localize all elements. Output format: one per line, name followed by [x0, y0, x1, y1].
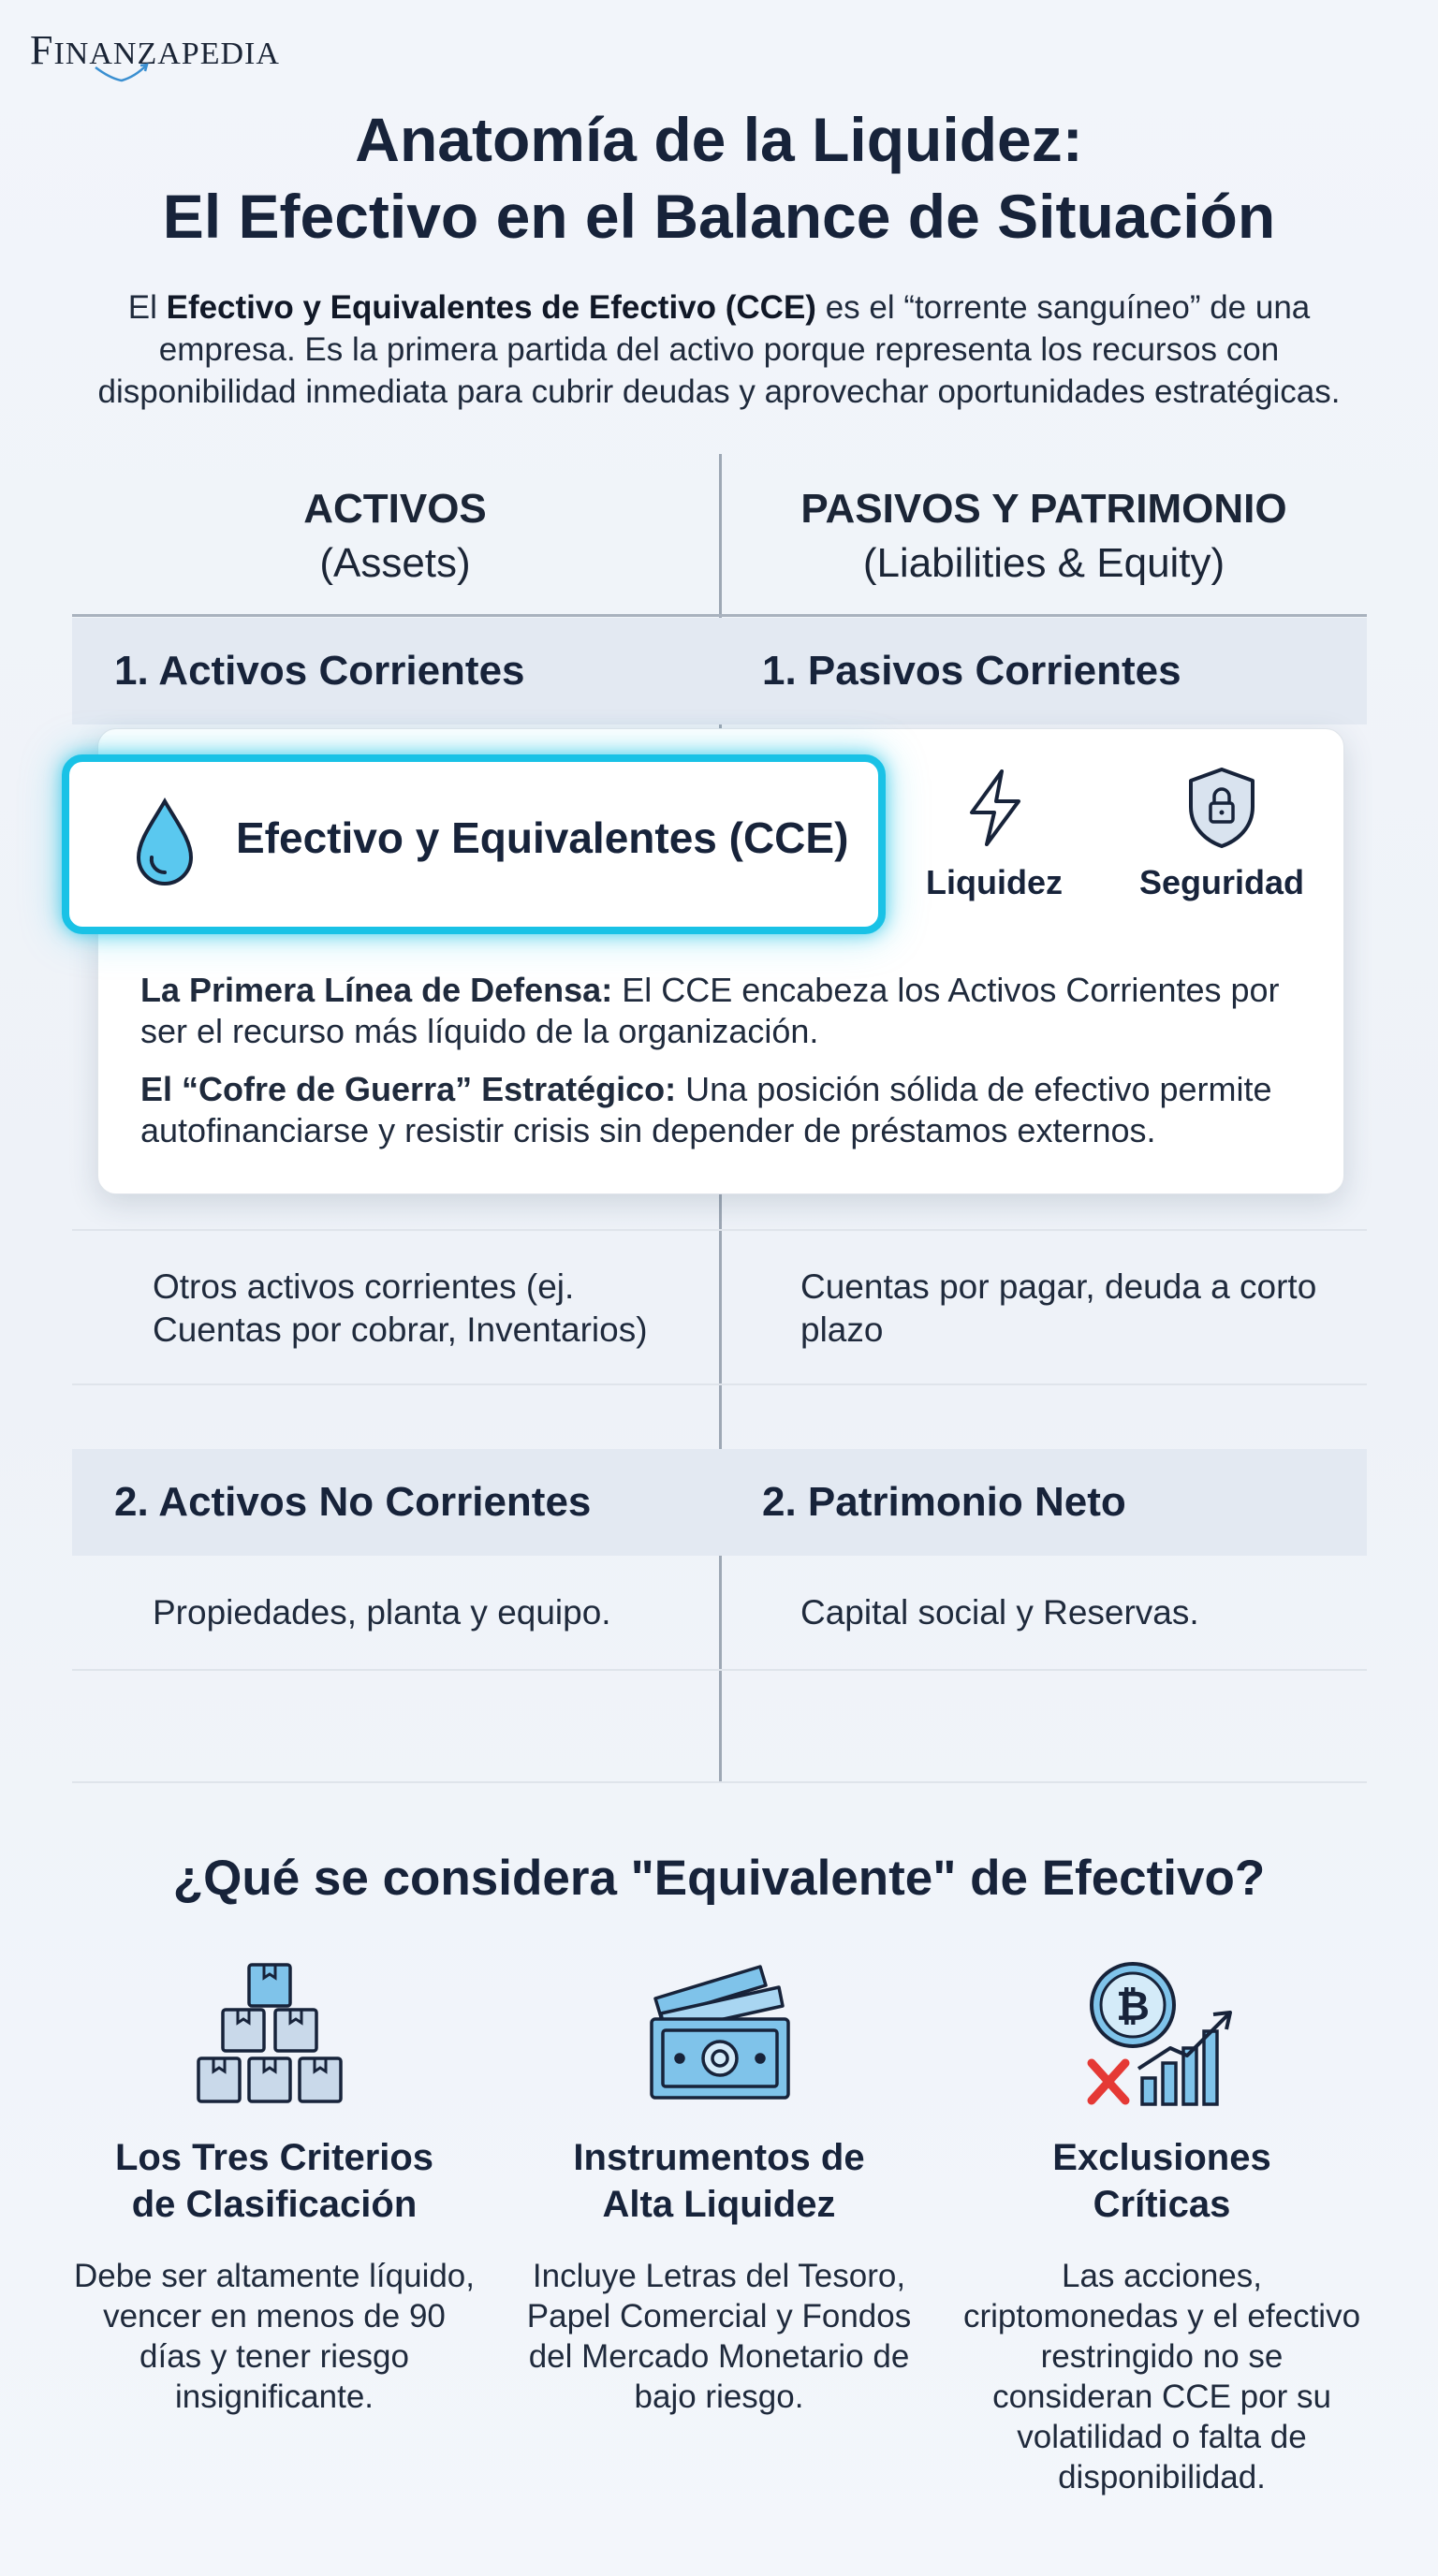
logo-swoosh-icon: [94, 62, 150, 84]
intro-bold-term: Efectivo y Equivalentes de Efectivo (CCE): [166, 289, 816, 326]
row-divider: [72, 1229, 1367, 1231]
current-liabilities-label: 1. Pasivos Corrientes: [762, 648, 1181, 694]
current-liabilities-text: Cuentas por pagar, deuda a corto plazo: [800, 1267, 1317, 1349]
logo-text: INANZAPEDIA: [53, 37, 280, 71]
exclusions-title: [942, 2134, 1382, 2228]
exclusions-title-line-2: Críticas: [1093, 2184, 1231, 2225]
row-divider: [72, 1383, 1367, 1385]
equity-label: 2. Patrimonio Neto: [762, 1479, 1126, 1525]
intro-prefix: El: [127, 289, 167, 326]
assets-column-header: [72, 482, 718, 591]
instruments-title-line-2: Alta Liquidez: [602, 2184, 836, 2225]
non-current-assets-label: 2. Activos No Corrientes: [114, 1479, 592, 1525]
page-title-line-2: El Efectivo en el Balance de Situación: [162, 182, 1276, 251]
intro-suffix: es el “torrente sanguíneo” de una empresa. Es la primera partida del activo porque representa los recursos con disponibilidad inmediata para cubrir deudas y aprovechar oportunidades estratégicas.: [97, 289, 1341, 410]
cce-label: Efectivo y Equivalentes (CCE): [236, 813, 849, 862]
liabilities-column-header: [721, 482, 1367, 591]
water-drop-icon: [131, 796, 198, 889]
equivalents-title: ¿Qué se considera "Equivalente" de Efectivo?: [172, 1851, 1266, 1906]
assets-subheading: (Assets): [319, 540, 471, 586]
brand-logo: [30, 26, 280, 74]
criteria-title-line-2: de Clasificación: [131, 2184, 418, 2225]
war-chest-point-text: Una posición sólida de efectivo permite autofinanciarse y resistir crisis sin depender de préstamos externos.: [140, 1070, 1272, 1149]
security-label: Seguridad: [1138, 863, 1305, 901]
liabilities-heading: PASIVOS Y PATRIMONIO: [800, 486, 1287, 532]
svg-text:₿: ₿: [1116, 1983, 1150, 2029]
header-divider: [72, 614, 1367, 617]
non-current-assets-text: Propiedades, planta y equipo.: [153, 1593, 611, 1632]
defense-point: [140, 970, 1311, 1052]
shield-lock-icon: [1185, 766, 1258, 850]
defense-point-text: El CCE encabeza los Activos Corrientes por ser el recurso más líquido de la organización.: [140, 971, 1280, 1050]
exclusions-title-line-1: Exclusiones: [1052, 2137, 1271, 2178]
lightning-bolt-icon: [964, 768, 1026, 848]
crypto-chart-excluded-icon: [1084, 1958, 1238, 2108]
equity-text: Capital social y Reservas.: [800, 1593, 1199, 1632]
logo-initial: F: [30, 27, 54, 73]
war-chest-point-title: El “Cofre de Guerra” Estratégico:: [140, 1070, 677, 1108]
stacked-boxes-icon: [195, 1961, 345, 2107]
liquidity-label: Liquidez: [926, 863, 1063, 901]
row-divider: [72, 1669, 1367, 1671]
page-title-line-1: Anatomía de la Liquidez:: [355, 105, 1083, 174]
intro-paragraph: [56, 286, 1382, 413]
assets-heading: ACTIVOS: [303, 486, 487, 532]
exclusions-text: Las acciones, criptomonedas y el efectivo restringido no se consideran CCE por su volatilidad o falta de disponibilidad.: [962, 2258, 1361, 2496]
defense-point-title: La Primera Línea de Defensa:: [140, 971, 613, 1009]
criteria-text: Debe ser altamente líquido, vencer en menos de 90 días y tener riesgo insignificante.: [73, 2258, 476, 2415]
criteria-title: [54, 2134, 494, 2228]
table-bottom-divider: [72, 1781, 1367, 1783]
banknotes-icon: [642, 1961, 796, 2103]
current-assets-label: 1. Activos Corrientes: [114, 648, 525, 694]
war-chest-point: [140, 1069, 1311, 1151]
criteria-title-line-1: Los Tres Criterios: [114, 2137, 434, 2178]
liabilities-subheading: (Liabilities & Equity): [862, 540, 1225, 586]
instruments-text: Incluye Letras del Tesoro, Papel Comercial y Fondos del Mercado Monetario de bajo riesgo.: [526, 2258, 912, 2415]
instruments-title-line-1: Instrumentos de: [573, 2137, 865, 2178]
other-current-assets-text: Otros activos corrientes (ej. Cuentas por cobrar, Inventarios): [153, 1267, 648, 1349]
instruments-title: [499, 2134, 939, 2228]
